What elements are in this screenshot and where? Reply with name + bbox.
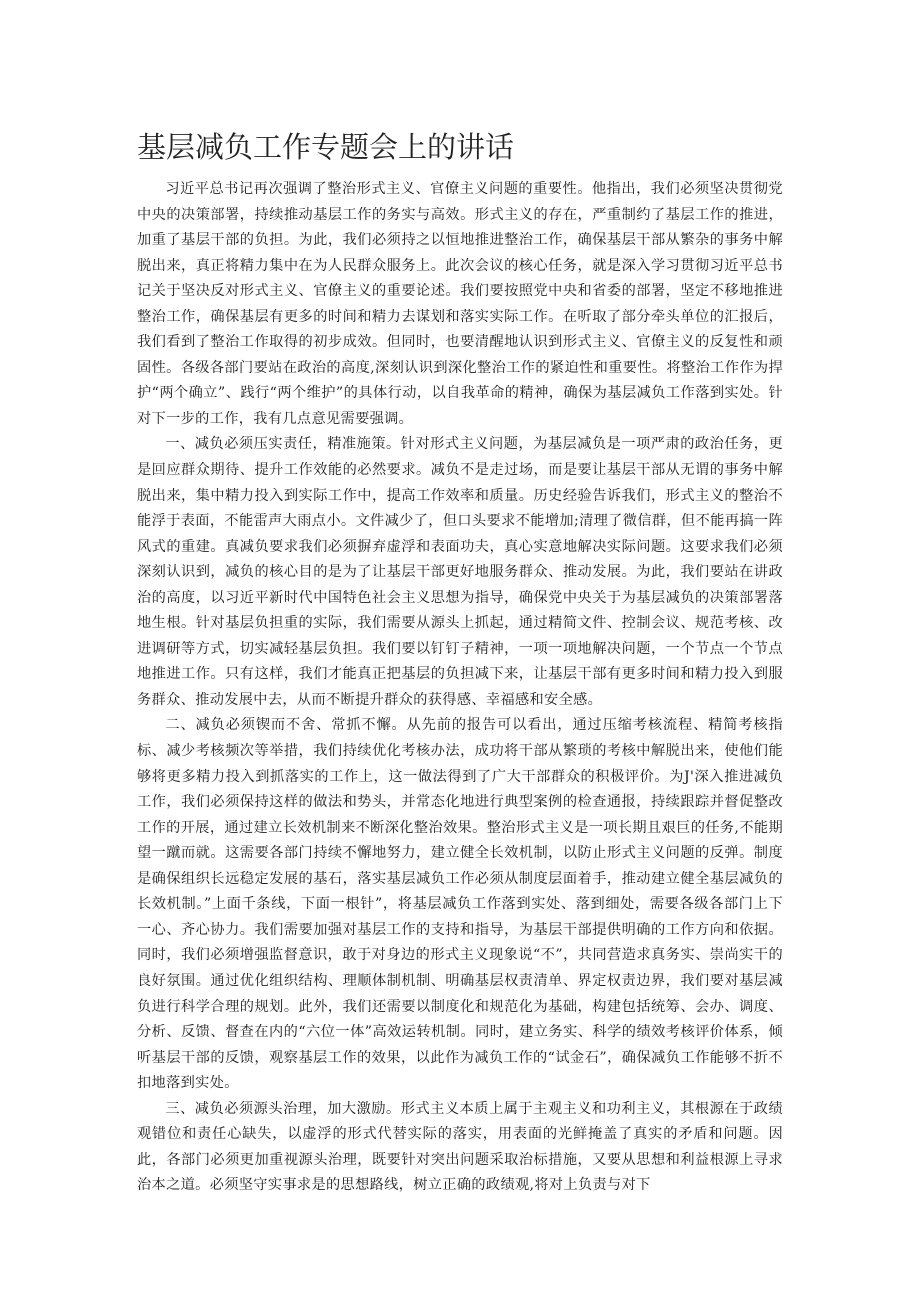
paragraph-point-two: 二、减负必须锲而不舍、常抓不懈。从先前的报告可以看出，通过压缩考核流程、精简考核指标、减少考核频次等举措，我们持续优化考核办法，成功将干部从繁琐的考核中解脱出来，使他们能够将更多精力投入到抓落实的工作上，这一做法得到了广大干部群众的积极评价。为J'深入推进减负工作，我们必须保持这样的做法和势头，并常态化地进行典型案例的检查通报，持续跟踪并督促整改工作的开展，通过建立长效机制来不断深化整治效果。整治形式主义是一项长期且艰巨的任务,不能期望一蹴而就。这需要各部门持续不懈地努力，建立健全长效机制，以防止形式主义问题的反弹。制度是确保组织长远稳定发展的基石，落实基层减负工作必须从制度层面着手，推动建立健全基层减负的长效机制。”上面千条线，下面一根针”，将基层减负工作落到实处、落到细处，需要各级各部门上下一心、齐心协力。我们需要加强对基层工作的支持和指导，为基层干部提供明确的工作方向和依据。同时，我们必须增强监督意识，敢于对身边的形式主义现象说“不”，共同营造求真务实、崇尚实干的良好氛围。通过优化组织结构、理顺体制机制、明确基层权责清单、界定权责边界，我们要对基层减负进行科学合理的规划。此外，我们还需要以制度化和规范化为基础，构建包括统筹、会办、调度、分析、反馈、督查在内的“六位一体”高效运转机制。同时，建立务实、科学的绩效考核评价体系，倾听基层干部的反馈，观察基层工作的效果，以此作为减负工作的“试金石”，确保减负工作能够不折不扣地落到实处。 (137, 717, 783, 1092)
document-body (137, 177, 783, 1199)
paragraph-point-one: 一、减负必须压实责任，精准施策。针对形式主义问题，为基层减负是一项严肃的政治任务，更是回应群众期待、提升工作效能的必然要求。减负不是走过场，而是要让基层干部从无谓的事务中解脱出来，集中精力投入到实际工作中，提高工作效率和质量。历史经验告诉我们，形式主义的整治不能浮于表面，不能雷声大雨点小。文件减少了，但口头要求不能增加;清理了微信群，但不能再搞一阵风式的重建。真减负要求我们必须摒弃虚浮和表面功夫，真心实意地解决实际问题。这要求我们必须深刻认识到，减负的核心目的是为了让基层干部更好地服务群众、推动发展。为此，我们要站在讲政治的高度，以习近平新时代中国特色社会主义思想为指导，确保党中央关于为基层减负的决策部署落地生根。针对基层负担重的实际，我们需要从源头上抓起，通过精简文件、控制会议、规范考核、改进调研等方式，切实减轻基层负担。我们要以钉钉子精神，一项一项地解决问题，一个节点一个节点地推进工作。只有这样，我们才能真正把基层的负担减下来，让基层干部有更多时间和精力投入到服务群众、推动发展中去，从而不断提升群众的获得感、幸福感和安全感。 (137, 436, 783, 708)
paragraph-intro: 习近平总书记再次强调了整治形式主义、官僚主义问题的重要性。他指出，我们必须坚决贯彻党中央的决策部署，持续推动基层工作的务实与高效。形式主义的存在，严重制约了基层工作的推进，加重了基层干部的负担。为此，我们必须持之以恒地推进整治工作，确保基层干部从繁杂的事务中解脱出来，真正将精力集中在为人民群众服务上。此次会议的核心任务，就是深入学习贯彻习近平总书记关于坚决反对形式主义、官僚主义的重要论述。我们要按照党中央和省委的部署，坚定不移地推进整治工作，确保基层有更多的时间和精力去谋划和落实实际工作。在听取了部分牵头单位的汇报后，我们看到了整治工作取得的初步成效。但同时，也要清醒地认识到形式主义、官僚主义的反复性和顽固性。各级各部门要站在政治的高度,深刻认识到深化整治工作的紧迫性和重要性。将整治工作作为捍护“两个确立”、践行“两个维护”的具体行动，以自我革命的精神，确保为基层减负工作落到实处。针对下一步的工作，我有几点意见需要强调。 (137, 181, 783, 427)
document-title: 基层减负工作专题会上的讲话 (137, 130, 515, 164)
paragraph-point-three: 三、减负必须源头治理，加大激励。形式主义本质上属于主观主义和功利主义，其根源在于政绩观错位和责任心缺失，以虚浮的形式代替实际的落实，用表面的光鲜掩盖了真实的矛盾和问题。因此，各部门必须更加重视源头治理，既要针对突出问题采取治标措施，又要从思想和利益根源上寻求治本之道。必须坚守实事求是的思想路线，树立正确的政绩观,将对上负责与对下 (137, 1100, 783, 1194)
